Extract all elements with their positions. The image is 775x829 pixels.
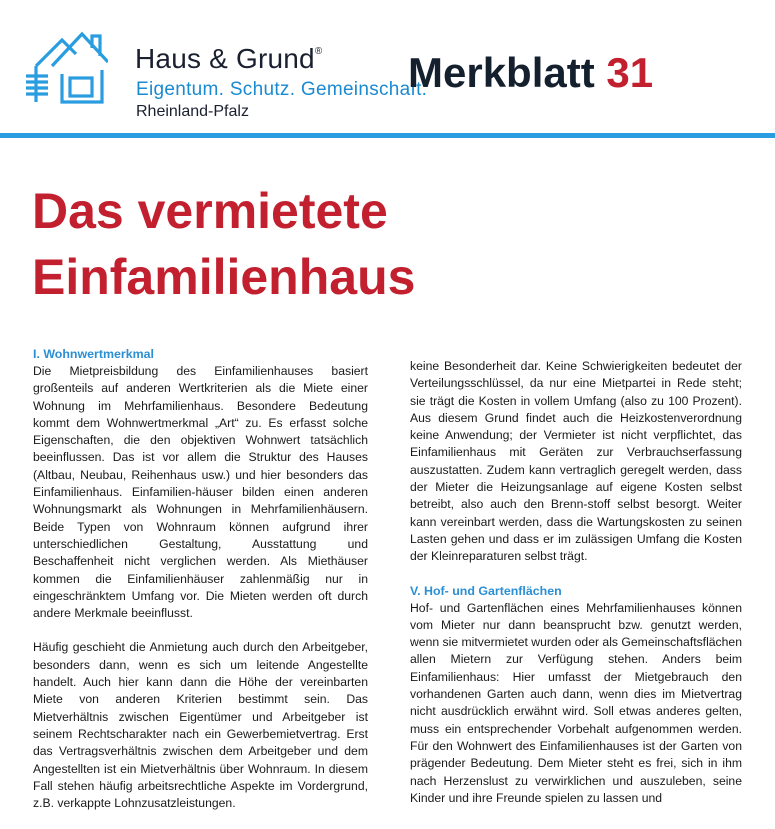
section-heading-wohnwertmerkmal: I. Wohnwertmerkmal — [33, 347, 154, 361]
document-title — [32, 178, 415, 310]
sheet-number: 31 — [606, 49, 654, 96]
title-line-1: Das vermietete — [32, 183, 388, 239]
brand-tagline: Eigentum. Schutz. Gemeinschaft. — [136, 79, 428, 100]
sheet-label — [408, 49, 654, 96]
paragraph: Häufig geschieht die Anmietung auch durch den Arbeitgeber, besonders dann, wenn es sich um leitende Angestellte handelt. Auch hier kann dann die Höhe der vereinbarten Miete von anderen Kriterien bestimmt sein. Das Mietverhältnis zwischen Eigentümer und Arbeitgeber ist seinem Rechtscharakter nach ein Gewerbemietvertrag. Erst das Vertragsverhältnis zwischen dem Arbeitgeber und dem Angestellten ist ein Mietverhältnis über Wohnraum. In diesem Fall stehen häufig arbeitsrechtliche Aspekte im Vordergrund, z.B. verkappte Lohnzusatzleistungen. — [33, 640, 368, 811]
paragraph: Hof- und Gartenflächen eines Mehrfamilienhauses können vom Mieter nur dann beansprucht bzw. genutzt werden, wenn sie mitvermietet wurden oder als Gemeinschaftsflächen allen Mietern zur Verfügung stehen. Anders beim Einfamilienhaus: Hier umfasst der Mietgebrauch den vorhandenen Garten auch dann, wenn dies im Mietvertrag nicht ausdrücklich erwähnt wird. Soll etwas anderes gelten, muss ein entsprechender Vorbehalt aufgenommen werden. Für den Wohnwert des Einfamilienhauses ist der Garten von prägender Bedeutung. Dem Mieter steht es frei, sich in ihm nach Herzenslust zu verwirklichen und auszuleben, seine Kinder und ihre Freunde spielen zu lassen und — [410, 600, 742, 805]
section-heading-hof-und-gartenflaechen: V. Hof- und Gartenflächen — [410, 583, 562, 598]
sheet-label-text: Merkblatt — [408, 49, 595, 96]
right-column — [410, 358, 742, 824]
title-line-2: Einfamilienhaus — [32, 249, 416, 305]
paragraph: keine Besonderheit dar. Keine Schwierigkeiten bedeutet der Verteilungsschlüssel, da nur eine Mietpartei in Rede steht; sie trägt die Kosten in vollem Umfang (also zu 100 Prozent). Aus diesem Grund findet auch die Heizkostenverordnung keine Anwendung; der Vermieter ist nicht verpflichtet, das Einfamilienhaus mit Geräten zur Verbrauchserfassung auszustatten. Zudem kann vertraglich geregelt werden, dass der Mieter die Heizungsanlage auf eigene Kosten selbst betreibt, also auch den Brenn-stoff selbst besorgt. Weiter kann vereinbart werden, dass die Wartungskosten zu seinen Lasten gehen und dass er im zulässigen Umfang die Kosten der Kleinreparaturen selbst trägt. — [410, 359, 742, 564]
paragraph: Die Mietpreisbildung des Einfamilienhauses basiert großenteils auf anderen Wertkriterien als die Miete einer Wohnung im Mehrfamilienhaus. Besondere Bedeutung kommt dem Wohnwertmerkmal „Art“ zu. Es erfasst solche Eigenschaften, die den objektiven Wohnwert tatsächlich beeinflussen. Das ist vor allem die Struktur des Hauses (Altbau, Neubau, Reihenhaus usw.) und hier besonders das Einfamilienhaus. Einfamilien-häuser bilden einen anderen Wohnungsmarkt als Wohnungen in Mehrfamilienhäusern. Beide Typen von Wohnraum können aufgrund ihrer unterschiedlichen Gestaltung, Ausstattung und Beschaffenheit nicht verglichen werden. Als Miethäuser kommen die Einfamilienhäuser zahlenmäßig nur in eingeschränktem Umfang vor. Die Mieten werden oft durch andere Merkmale beeinflusst. — [33, 364, 368, 621]
brand-name: Haus & Grund® — [135, 43, 323, 74]
house-logo-icon — [22, 26, 108, 104]
left-column — [33, 346, 368, 829]
brand-region: Rheinland-Pfalz — [136, 103, 249, 120]
registered-mark: ® — [314, 46, 323, 57]
header-divider — [0, 133, 775, 138]
